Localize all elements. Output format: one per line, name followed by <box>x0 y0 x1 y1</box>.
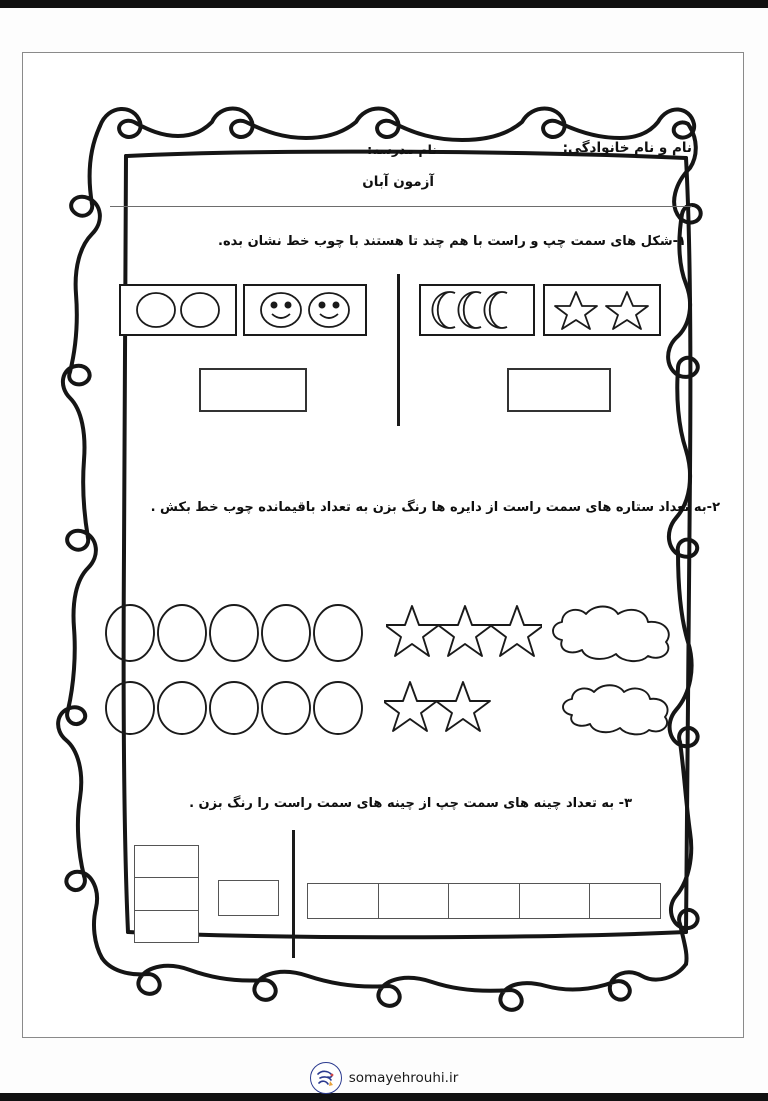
star-icon <box>548 288 656 332</box>
q3-left-single-cell[interactable] <box>218 880 279 916</box>
school-name-label: نام مدرسه: <box>367 142 437 157</box>
q1-moons-box <box>419 284 535 336</box>
q3-row-cell[interactable] <box>589 883 661 919</box>
q2-stars-row-1 <box>386 604 542 660</box>
footer <box>0 1056 768 1100</box>
q2-circles-row-2[interactable] <box>102 678 392 738</box>
q2-cloud-row-1 <box>542 602 682 664</box>
q1-circles-box <box>119 284 237 336</box>
q3-row-cell[interactable] <box>519 883 591 919</box>
q2-cloud-row-2 <box>554 682 680 736</box>
q2-circles-row-1[interactable] <box>102 600 392 666</box>
q1-smiley-box <box>243 284 367 336</box>
q2-row-1 <box>102 600 682 668</box>
circle-icon <box>126 289 230 331</box>
q3-stack-cell[interactable] <box>134 910 199 943</box>
logo-glyph <box>313 1065 339 1091</box>
q3-right-row[interactable] <box>308 883 661 919</box>
q1-divider <box>397 274 400 426</box>
q3-row-cell[interactable] <box>448 883 520 919</box>
q1-answer-box-right[interactable] <box>507 368 611 412</box>
worksheet-header <box>92 140 692 166</box>
q3-divider <box>292 830 295 958</box>
q3-stack-cell[interactable] <box>134 845 199 878</box>
question-3-text: ۳- به تعداد چینه های سمت چپ از چینه های سمت راست را رنگ بزن . <box>189 796 632 811</box>
q2-row-2 <box>102 678 682 740</box>
somayeh-rouhi-logo-icon <box>310 1062 342 1094</box>
q3-stack-cell[interactable] <box>134 877 199 910</box>
smiley-face-icon <box>250 288 360 332</box>
q3-row-cell[interactable] <box>307 883 379 919</box>
header-divider <box>110 206 692 207</box>
exam-title: آزمون آبان <box>362 174 434 190</box>
student-name-label: نام و نام خانوادگی: <box>562 140 692 156</box>
q3-row-cell[interactable] <box>378 883 450 919</box>
q1-answer-box-left[interactable] <box>199 368 307 412</box>
question-2-text: ۲-به تعداد ستاره های سمت راست از دایره ها رنگ بزن به تعداد باقیمانده چوب خط بکش . <box>150 500 720 515</box>
worksheet-page <box>0 8 768 1093</box>
site-url-label: somayehrouhi.ir <box>348 1070 459 1086</box>
q3-left-stack[interactable] <box>134 846 199 946</box>
crescent-moon-icon <box>425 288 529 332</box>
q2-stars-row-2 <box>384 680 494 734</box>
worksheet-content <box>92 118 720 998</box>
q1-stars-box <box>543 284 661 336</box>
question-1-text: ۱-شکل های سمت چپ و راست با هم چند تا هستند با چوب خط نشان بده. <box>218 234 686 249</box>
